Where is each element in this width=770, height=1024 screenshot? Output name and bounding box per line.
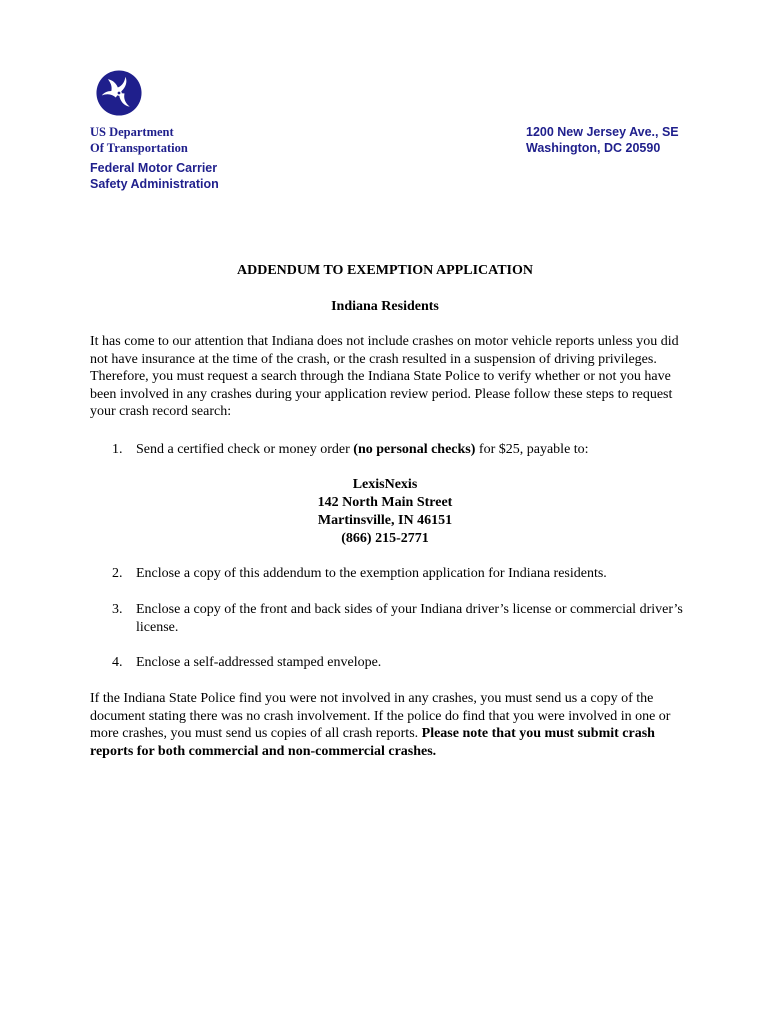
- step-text: Send a certified check or money order (no personal checks) for $25, payable to:: [136, 442, 589, 457]
- agency-line-2: Safety Administration: [90, 177, 219, 191]
- agency-name: [90, 160, 219, 192]
- closing-emphasis: Please note that you must submit crash reports for both commercial and non-commercial crashes.: [90, 726, 655, 759]
- closing-paragraph: [90, 690, 682, 760]
- step-text: Enclose a copy of this addendum to the exemption application for Indiana residents.: [136, 566, 607, 581]
- document-title: ADDENDUM TO EXEMPTION APPLICATION: [237, 263, 533, 278]
- agency-line-1: Federal Motor Carrier: [90, 161, 218, 175]
- step-number: 1.: [112, 442, 123, 457]
- payee-city: Martinsville, IN 46151: [317, 513, 453, 528]
- step-number: 3.: [112, 602, 123, 617]
- step-item-2: [112, 565, 684, 583]
- intro-paragraph: It has come to our attention that Indiana does not include crashes on motor vehicle reports unless you did not have insurance at the time of the crash, or the crash resulted in a suspension of driving privileges. Therefore, you must request a search through the Indiana State Police to verify whether or not you have been involved in any crashes during your application review period. Please follow these steps to request your crash record search:: [90, 334, 679, 419]
- document-subtitle: Indiana Residents: [331, 299, 439, 314]
- address-line-2: Washington, DC 20590: [526, 141, 661, 155]
- closing-text: If the Indiana State Police find you were not involved in any crashes, you must send us a copy of the document stating there was no crash involvement. If the police do find that you were involved in one or more crashes, you must send us copies of all crash reports.: [90, 691, 671, 741]
- department-name: [90, 124, 188, 156]
- dot-logo-icon: [96, 70, 142, 116]
- department-line-2: Of Transportation: [90, 141, 188, 155]
- payee-name: LexisNexis: [352, 477, 418, 492]
- agency-address: [526, 124, 679, 156]
- step-text: Enclose a copy of the front and back sides of your Indiana driver’s license or commercial driver’s license.: [136, 602, 683, 635]
- step-item-3: [112, 601, 684, 636]
- step-number: 2.: [112, 566, 123, 581]
- step-item-1: [112, 441, 684, 459]
- payee-phone: (866) 215-2771: [341, 531, 429, 546]
- department-line-1: US Department: [90, 125, 174, 139]
- step-number: 4.: [112, 655, 123, 670]
- step-item-4: [112, 654, 684, 672]
- step-text: Enclose a self-addressed stamped envelope.: [136, 655, 382, 670]
- address-line-1: 1200 New Jersey Ave., SE: [526, 125, 679, 139]
- payee-address: [0, 476, 770, 548]
- payee-street: 142 North Main Street: [317, 495, 453, 510]
- step-emphasis: (no personal checks): [353, 442, 476, 457]
